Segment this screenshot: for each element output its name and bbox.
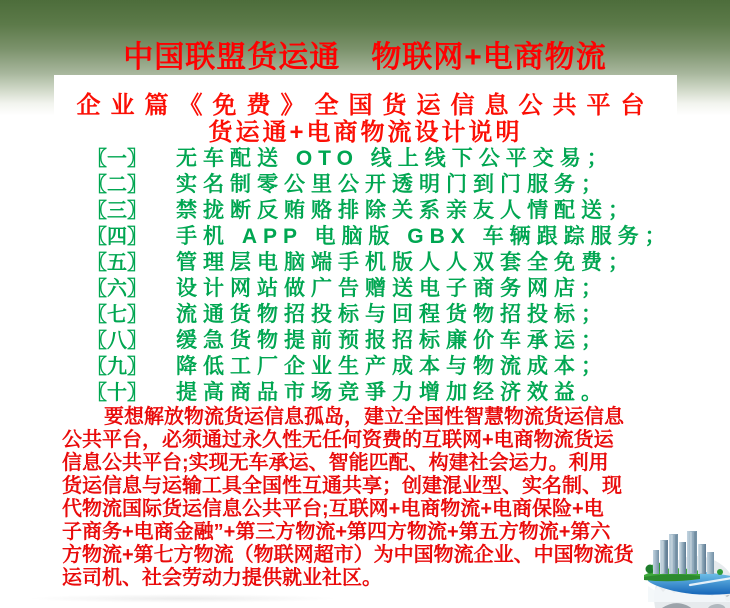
list-item-text: 管理层电脑端手机版人人双套全免费； <box>176 251 635 274</box>
feature-list <box>54 146 677 406</box>
list-item-text: 无车配送 OTO 线上线下公平交易； <box>176 147 614 170</box>
summary-paragraph <box>54 406 677 590</box>
paragraph-line: 要想解放物流货运信息孤岛，建立全国性智慧物流货运信息 <box>104 406 624 428</box>
list-item-marker: 〖五〗 <box>87 252 147 274</box>
page-title: 中国联盟货运通 物联网+电商物流 <box>123 41 607 74</box>
globe-city-icon <box>640 528 730 608</box>
list-item <box>54 302 677 328</box>
list-item-marker: 〖七〗 <box>87 304 147 326</box>
paragraph-line: 运司机、社会劳动力提供就业社区。 <box>62 567 382 589</box>
list-item-marker: 〖六〗 <box>87 278 147 300</box>
paragraph-line: 公共平台，必须通过永久性无任何资费的互联网+电商物流货运 <box>62 429 614 451</box>
paragraph-line: 代物流国际货运信息公共平台;互联网+电商物流+电商保险+电 <box>62 498 604 520</box>
content-panel <box>54 75 677 589</box>
list-item <box>54 276 677 302</box>
list-item-marker: 〖四〗 <box>87 226 147 248</box>
list-item <box>54 250 677 276</box>
list-item <box>54 354 677 380</box>
list-item-marker: 〖二〗 <box>87 174 147 196</box>
list-item-text: 设计网站做广告赠送电子商务网店； <box>176 277 608 300</box>
subtitle-line-1: 企业篇《免费》全国货运信息公共平台 <box>76 92 655 119</box>
list-item-marker: 〖八〗 <box>87 330 147 352</box>
paragraph-line: 子商务+电商金融”+第三方物流+第四方物流+第五方物流+第六 <box>62 521 611 543</box>
list-item-text: 流通货物招投标与回程货物招投标； <box>176 303 608 326</box>
list-item-marker: 〖一〗 <box>87 148 147 170</box>
list-item-text: 手机 APP 电脑版 GBX 车辆跟踪服务； <box>176 225 672 248</box>
paragraph-line: 货运信息与运输工具全国性互通共享；创建混业型、实名制、现 <box>62 475 622 497</box>
footer-shadow-decoration <box>28 594 338 603</box>
list-item-text: 缓急货物提前预报招标廉价车承运； <box>176 329 608 352</box>
paragraph-line: 信息公共平台;实现无车承运、智能匹配、构建社会运力。利用 <box>62 452 609 474</box>
globe-city-image <box>640 528 730 608</box>
list-item-text: 禁拢断反贿赂排除关系亲友人情配送； <box>176 199 635 222</box>
paragraph-line: 方物流+第七方物流（物联网超市）为中国物流企业、中国物流货 <box>62 544 634 566</box>
list-item-text: 降低工厂企业生产成本与物流成本； <box>176 355 608 378</box>
list-item-marker: 〖十〗 <box>87 382 147 404</box>
list-item-text: 提高商品市场竞爭力增加经济效益。 <box>176 381 608 404</box>
list-item-marker: 〖三〗 <box>87 200 147 222</box>
list-item <box>54 198 677 224</box>
list-item <box>54 172 677 198</box>
list-item <box>54 146 677 172</box>
list-item <box>54 224 677 250</box>
list-item <box>54 328 677 354</box>
list-item-marker: 〖九〗 <box>87 356 147 378</box>
list-item-text: 实名制零公里公开透明门到门服务； <box>176 173 608 196</box>
subtitle-line-2: 货运通+电商物流设计说明 <box>208 119 523 146</box>
list-item <box>54 380 677 406</box>
